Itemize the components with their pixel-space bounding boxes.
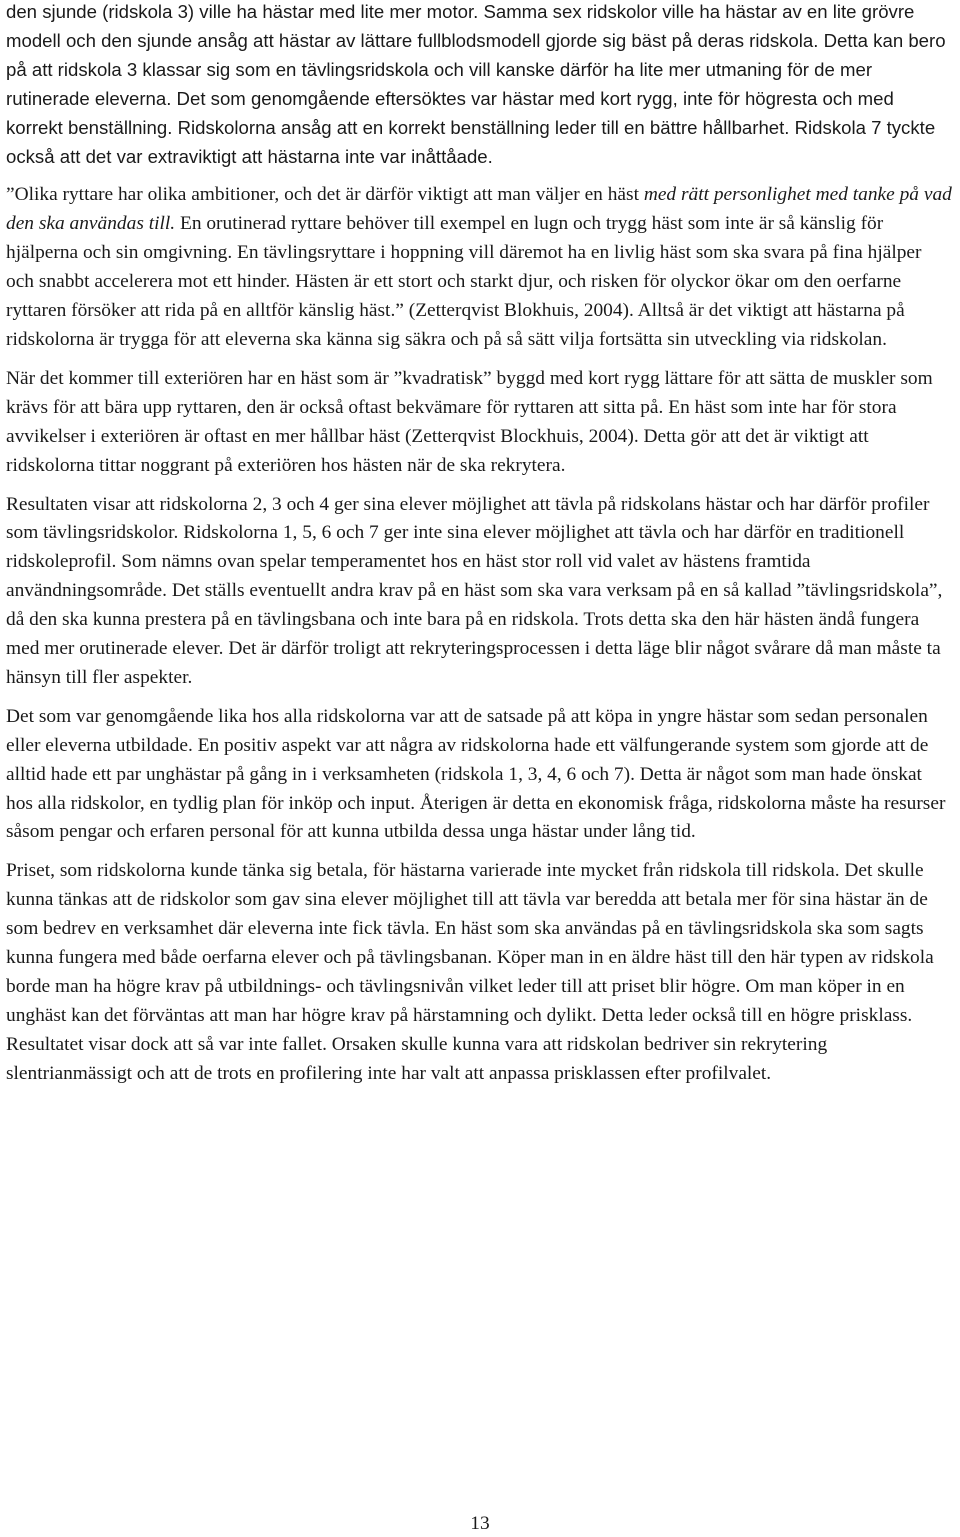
paragraph-1-text: den sjunde (ridskola 3) ville ha hästar med lite mer motor. Samma sex ridskolor ville ha hästar av en lite grövre modell och den sjunde ansåg att hästar av lättare fullblodsmodell gjorde sig bäst på deras ridskola. Detta kan bero på att ridskola 3 klassar sig som en tävlingsridskola och vill kanske därför ha lite mer utmaning för de mer rutinerade eleverna. Det som genomgående eftersöktes var hästar med kort rygg, inte för högresta och med korrekt benställning. Ridskolorna ansåg att en korrekt benställning leder till en bättre hållbarhet. Ridskola 7 tyckte också att det var extraviktigt att hästarna inte var inåttåade. [6, 1, 946, 167]
paragraph-3 [6, 365, 952, 481]
paragraph-2-quote-rest: En orutinerad ryttare behöver till exempel en lugn och trygg häst som inte är så känslig för hjälperna och sin omgivning. En tävlingsryttare i hoppning vill däremot ha en livlig häst som ska svara på fina hjälper och snabbt accelerera mot ett hinder. Hästen är ett stort och starkt djur, och risken för olyckor ökar om den oerfarne ryttaren försöker att rida på en alltför känslig häst.” (Zetterqvist Blokhuis, 2004). Alltså är det viktigt att hästarna på ridskolorna är trygga för att eleverna ska känna sig säkra och på så sätt vilja fortsätta sin utveckling via ridskolan. [6, 213, 922, 350]
paragraph-2-italic-emphasis: med rätt personlighet med tanke på vad den ska användas till. [6, 184, 952, 235]
paragraph-5-text: Det som var genomgående lika hos alla ridskolorna var att de satsade på att köpa in yngre hästar som sedan personalen eller eleverna utbildade. En positiv aspekt var att några av ridskolorna hade ett välfungerande system som gjorde att de alltid hade ett par unghästar på gång in i verksamheten (ridskola 1, 3, 4, 6 och 7). Detta är något som man hade önskat hos alla ridskolor, en tydlig plan för inköp och input. Återigen är detta en ekonomisk fråga, ridskolorna måste ha resurser såsom pengar och erfaren personal för att kunna utbilda dessa unga hästar under lång tid. [6, 705, 946, 843]
paragraph-3-text: När det kommer till exteriören har en häst som är ”kvadratisk” byggd med kort rygg lättare för att sätta de muskler som krävs för att bära upp ryttaren, den är också oftast bekvämare för ryttaren att sitta på. En häst som inte har för stora avvikelser i exteriören är oftast en mer hållbar häst (Zetterqvist Blockhuis, 2004). Detta gör att det är viktigt att ridskolorna tittar noggrant på exteriören hos hästen när de ska rekrytera. [6, 367, 933, 476]
paragraph-6-text: Priset, som ridskolorna kunde tänka sig betala, för hästarna varierade inte mycket från ridskola till ridskola. Det skulle kunna tänkas att de ridskolor som gav sina elever möjlighet till att tävla var beredda att betala mer för sina hästar än de som bedrev en verksamhet där eleverna inte fick tävla. En häst som ska användas på en tävlingsridskola ska som sagts kunna fungera med både oerfarna elever och på tävlingsbanan. Köper man in en äldre häst till den här typen av ridskola borde man ha högre krav på utbildnings- och tävlingsnivån vilket leder till att priset blir högre. Om man köper in en unghäst kan det förväntas att man har högre krav på härstamning och dylikt. Detta leder också till en högre prisklass. Resultatet visar dock att så var inte fallet. Orsaken skulle kunna vara att ridskolan bedriver sin rekrytering slentrianmässigt och att de trots en profilering inte har valt att anpassa prisklassen efter profilvalet. [6, 860, 934, 1084]
paragraph-4-text: Resultaten visar att ridskolorna 2, 3 och 4 ger sina elever möjlighet att tävla på ridskolans hästar och har därför profiler som tävlingsridskolor. Ridskolorna 1, 5, 6 och 7 ger inte sina elever möjlighet att tävla och har därför en traditionell ridskoleprofil. Som nämns ovan spelar temperamentet hos en häst stor roll vid valet av hästens framtida användningsområde. Det ställs eventuellt andra krav på en häst som ska vara verksam på en så kallad ”tävlingsridskola”, då den ska kunna prestera på en tävlingsbana och inte bara på en ridskola. Trots detta ska den här hästen ändå fungera med mer orutinerade elever. Det är därför troligt att rekryteringsprocessen i detta läge blir något svårare då man måste ta hänsyn till fler aspekter. [6, 493, 943, 688]
paragraph-2-quote-start: ”Olika ryttare har olika ambitioner, och det är därför viktigt att man väljer en häst [6, 184, 644, 206]
page-number: 13 [470, 1513, 490, 1534]
paragraph-6 [6, 857, 952, 1088]
document-body [6, 0, 952, 1099]
paragraph-1 [6, 0, 952, 171]
paragraph-5 [6, 703, 952, 848]
paragraph-4 [6, 491, 952, 693]
paragraph-2 [6, 181, 952, 354]
